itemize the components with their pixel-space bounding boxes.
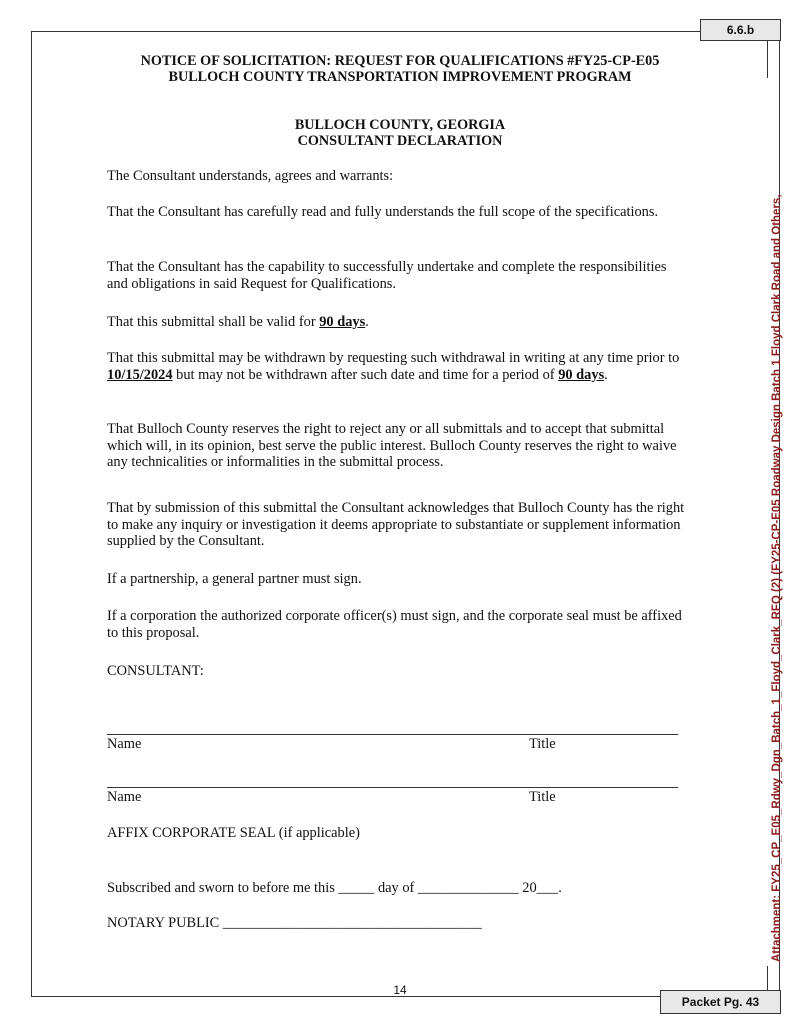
paragraph-capability: That the Consultant has the capability to successfully undertake and complete the responsibilities and obligations in said Request for Qualifications.	[107, 259, 667, 292]
paragraph-inquiry: That by submission of this submittal the Consultant acknowledges that Bulloch County has the right to make any inquiry or investigation it deems appropriate to substantiate or supplement information supplied by the Consultant.	[107, 500, 685, 549]
agenda-item-tag: 6.6.b	[700, 19, 781, 41]
paragraph-scope: That the Consultant has carefully read and fully understands the full scope of the specifications.	[107, 204, 659, 220]
paragraph-corporation: If a corporation the authorized corporate officer(s) must sign, and the corporate seal must be affixed to this proposal.	[107, 608, 682, 641]
intro-text: The Consultant understands, agrees and warrants:	[107, 168, 394, 184]
name-label-1: Name	[107, 736, 142, 752]
side-divider-top	[767, 41, 768, 78]
paragraph-partnership: If a partnership, a general partner must sign.	[107, 571, 362, 587]
packet-page-tag: Packet Pg. 43	[660, 990, 781, 1014]
notary-public-line: NOTARY PUBLIC ____________________________________	[107, 915, 482, 931]
program-title: BULLOCH COUNTY TRANSPORTATION IMPROVEMENT PROGRAM	[168, 69, 632, 85]
solicitation-title: NOTICE OF SOLICITATION: REQUEST FOR QUALIFICATIONS #FY25-CP-E05	[140, 53, 660, 69]
paragraph-withdrawal: That this submittal may be withdrawn by requesting such withdrawal in writing at any time prior to 10/15/2024 but may not be withdrawn after such date and time for a period of 90 days.	[107, 350, 680, 383]
signature-line-1	[107, 734, 678, 735]
signature-line-2	[107, 787, 678, 788]
title-label-2: Title	[529, 789, 556, 805]
paragraph-reserves: That Bulloch County reserves the right to reject any or all submittals and to accept that submittal which will, in its opinion, best serve the public interest. Bulloch County reserves the right to waive any technicalities or informalities in the submittal process.	[107, 421, 677, 470]
attachment-side-note: Attachment: FY25_CP_E05_Rdwy_Dgn_Batch_1_Floyd_Clark_RFQ (2) (FY25-CP-E05 Roadway Design Batch 1 Floyd Clark Road and Others,	[771, 194, 783, 962]
corporate-seal-label: AFFIX CORPORATE SEAL (if applicable)	[107, 825, 360, 841]
consultant-label: CONSULTANT:	[107, 663, 204, 679]
declaration-title: CONSULTANT DECLARATION	[297, 133, 503, 149]
title-label-1: Title	[529, 736, 556, 752]
county-title: BULLOCH COUNTY, GEORGIA	[294, 117, 506, 133]
withdrawal-date: 10/15/2024	[107, 366, 173, 383]
page-number: 14	[393, 983, 407, 997]
paragraph-validity: That this submittal shall be valid for 90 days.	[107, 314, 369, 330]
withdrawal-days: 90 days	[558, 366, 605, 383]
sworn-statement: Subscribed and sworn to before me this _____ day of ______________ 20___.	[107, 880, 562, 896]
validity-days: 90 days	[319, 314, 366, 330]
name-label-2: Name	[107, 789, 142, 805]
